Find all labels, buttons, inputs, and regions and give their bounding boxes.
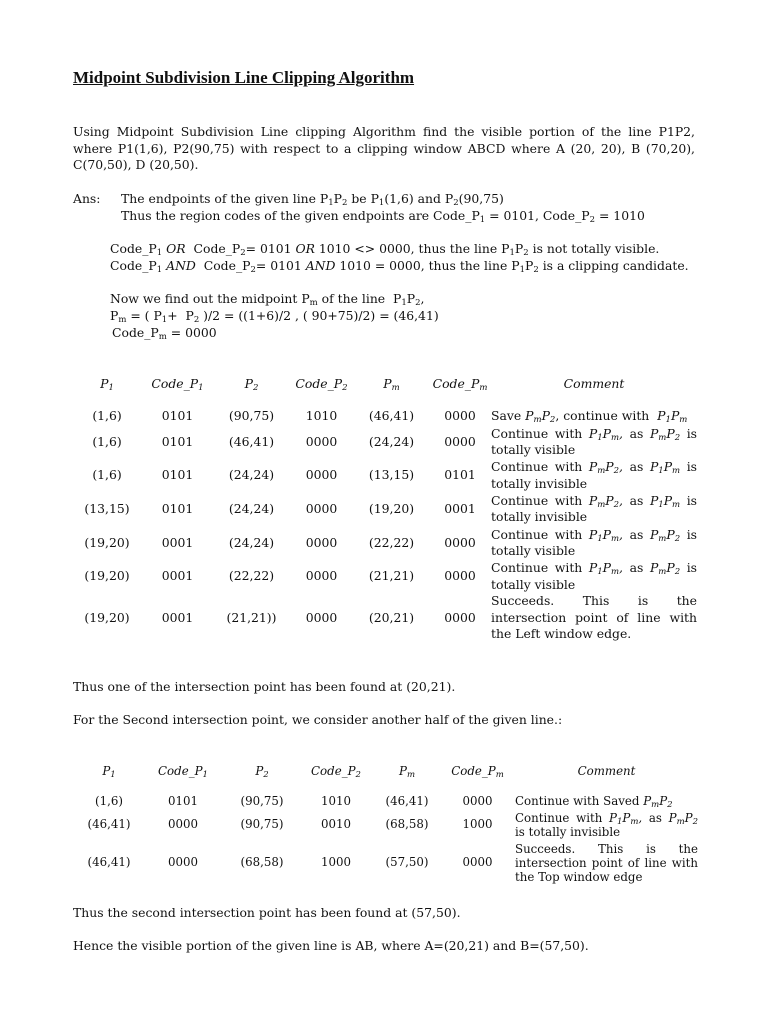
header-code-p2: $Code\_P_2$ xyxy=(311,763,361,780)
answer-line-4: $Code\_P_1$ AND $Code\_P_2= 0101$ AND 1010 = 0000, thus the line $P_1P_2$ is a clipping candidate. xyxy=(110,258,689,275)
comment-cell: Continue with $P_1P_m$, as $P_mP_2$ is totally visible xyxy=(491,425,698,457)
header-p1: $P_1$ xyxy=(100,376,114,394)
conclusion: Hence the visible portion of the given line is AB, where A=(20,21) and B=(57,50). xyxy=(73,938,589,953)
header-p1: $P_1$ xyxy=(102,763,116,780)
table-row: (46,41) 0000 (90,75) 0010 (68,58) 1000 Continue with $P_1P_m$, as $P_mP_2$ is totally invisible xyxy=(87,810,698,839)
table-row: (19,20) 0001 (24,24) 0000 (22,22) 0000 Continue with $P_1P_m$, as $P_mP_2$ is totally visible xyxy=(84,526,698,558)
header-code-pm: $Code\_P_m$ xyxy=(451,763,504,780)
result-1: Thus one of the intersection point has been found at (20,21). xyxy=(73,679,456,694)
iteration-table-1 xyxy=(73,372,697,643)
question-text: Using Midpoint Subdivision Line clipping Algorithm find the visible portion of the line P1P2, where P1(1,6), P2(90,75) with respect to a clipping window ABCD where A (20, 20), B (70,20), C(70,50), D (20,50). xyxy=(73,124,695,172)
comment-cell: Succeeds. This is the intersection point of line with the Left window edge. xyxy=(491,593,697,642)
comment-cell: Succeeds. This is the intersection point of line with the Top window edge xyxy=(515,841,698,884)
table-row: (1,6) 0101 (46,41) 0000 (24,24) 0000 Continue with $P_1P_m$, as $P_mP_2$ is totally visible xyxy=(92,425,698,457)
result-2: Thus the second intersection point has been found at (57,50). xyxy=(73,905,461,920)
header-code-p1: $Code\_P_1$ xyxy=(158,763,208,780)
header-code-pm: $Code\_P_m$ xyxy=(432,376,488,394)
iteration-table-2 xyxy=(78,760,698,886)
comment-cell: Continue with Saved $P_mP_2$ xyxy=(515,794,673,811)
second-intro: For the Second intersection point, we consider another half of the given line.: xyxy=(73,712,563,727)
answer-label: Ans: xyxy=(73,191,101,206)
table-row: (1,6) 0101 (24,24) 0000 (13,15) 0101 Continue with $P_mP_2$, as $P_1P_m$ is totally invisible xyxy=(92,459,698,491)
table-row: (46,41) 0000 (68,58) 1000 (57,50) 0000 Succeeds. This is the intersection point of line with the Top window edge xyxy=(87,841,698,884)
table-row: (1,6) 0101 (90,75) 1010 (46,41) 0000 Save $P_mP_2$, continue with $P_1P_m$ xyxy=(73,408,697,425)
header-pm: $P_m$ xyxy=(398,763,415,780)
header-code-p1: $Code\_P_1$ xyxy=(151,376,204,394)
table-row: (19,20) 0001 (21,21)) 0000 (20,21) 0000 Succeeds. This is the intersection point of line with the Left window edge. xyxy=(84,593,697,642)
answer-line-5: Now we find out the midpoint $P_m$ of the line $P_1P_2$, xyxy=(110,291,425,308)
comment-cell: Continue with $P_1P_m$, as $P_mP_2$ is totally visible xyxy=(491,560,698,592)
table-header-row xyxy=(73,372,697,397)
header-comment: Comment xyxy=(563,376,625,392)
table-header-row xyxy=(78,760,698,782)
header-code-p2: $Code\_P_2$ xyxy=(295,376,348,394)
comment-cell: Continue with $P_1P_m$, as $P_mP_2$ is totally invisible xyxy=(515,810,698,839)
answer-line-7: $Code\_P_m = 0000$ xyxy=(112,325,217,342)
answer-line-1: The endpoints of the given line $P_1P_2$ be $P_1(1,6)$ and $P_2(90,75)$ xyxy=(121,191,504,208)
table-row: (13,15) 0101 (24,24) 0000 (19,20) 0001 Continue with $P_mP_2$, as $P_1P_m$ is totally invisible xyxy=(84,492,698,524)
header-comment: Comment xyxy=(577,763,636,778)
comment-cell: Save $P_mP_2$, continue with $P_1P_m$ xyxy=(491,408,688,426)
comment-cell: Continue with $P_1P_m$, as $P_mP_2$ is totally visible xyxy=(491,526,698,558)
comment-cell: Continue with $P_mP_2$, as $P_1P_m$ is totally invisible xyxy=(491,492,698,524)
header-p2: $P_2$ xyxy=(255,763,269,780)
page-title: Midpoint Subdivision Line Clipping Algorithm xyxy=(73,68,415,87)
comment-cell: Continue with $P_mP_2$, as $P_1P_m$ is totally invisible xyxy=(491,459,698,491)
answer-line-2: Thus the region codes of the given endpoints are $Code\_P_1 = 0101$, $Code\_P_2 = 1010$ xyxy=(121,208,645,225)
table-row: (1,6) 0101 (90,75) 1010 (46,41) 0000 Continue with Saved $P_mP_2$ xyxy=(78,793,698,810)
answer-line-6: $P_m$ = ( $P_1+ P_2$ )/2 = ((1+6)/2 , ( 90+75)/2) = (46,41) xyxy=(110,308,439,325)
header-pm: $P_m$ xyxy=(383,376,400,394)
table-row: (19,20) 0001 (22,22) 0000 (21,21) 0000 Continue with $P_1P_m$, as $P_mP_2$ is totally visible xyxy=(84,560,698,592)
header-p2: $P_2$ xyxy=(244,376,259,394)
answer-line-3: $Code\_P_1$ OR $Code\_P_2= 0101$ OR 1010 <> 0000, thus the line $P_1P_2$ is not totally visible. xyxy=(110,241,660,258)
